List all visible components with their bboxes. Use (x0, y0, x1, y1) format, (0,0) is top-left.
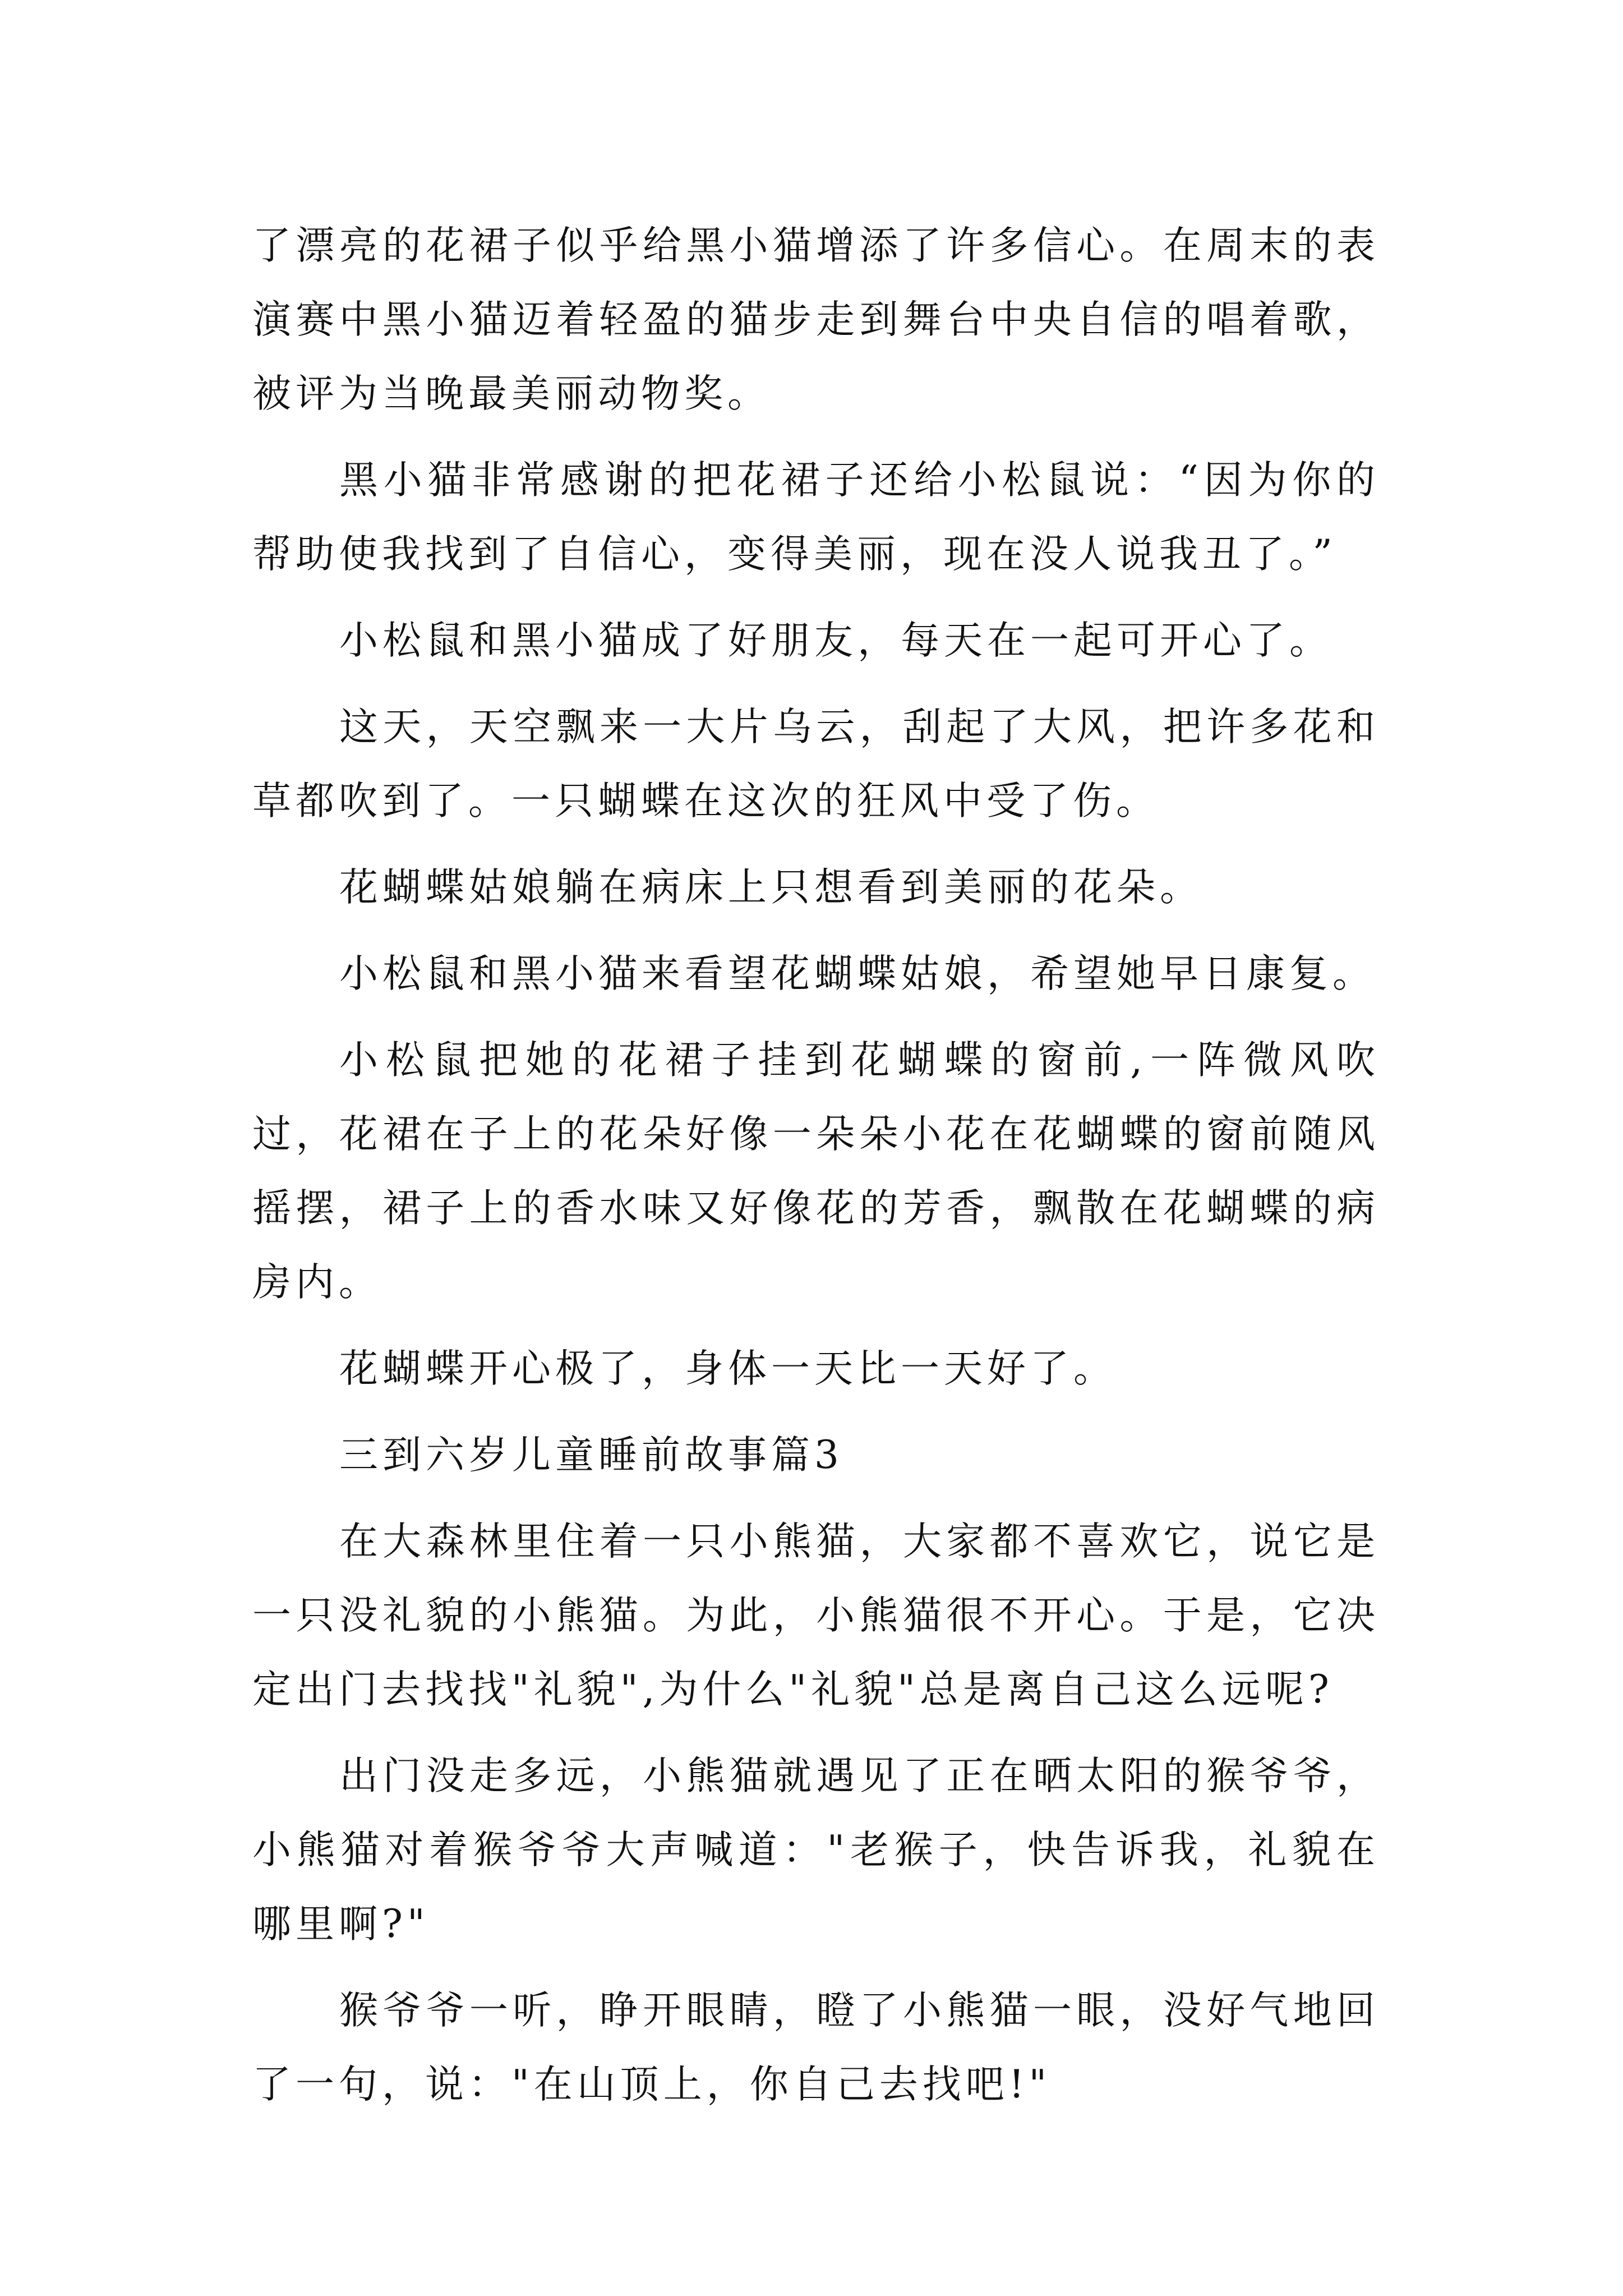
paragraph: 猴爷爷一听，睁开眼睛，瞪了小熊猫一眼，没好气地回了一句，说："在山顶上，你自己去找吧!" (252, 1988, 1380, 2107)
paragraph: 在大森林里住着一只小熊猫，大家都不喜欢它，说它是一只没礼貌的小熊猫。为此，小熊猫很不开心。于是，它决定出门去找找"礼貌",为什么"礼貌"总是离自己这么远呢? (252, 1519, 1380, 1712)
paragraph: 小松鼠把她的花裙子挂到花蝴蝶的窗前,一阵微风吹过，花裙在子上的花朵好像一朵朵小花在花蝴蝶的窗前随风摇摆，裙子上的香水味又好像花的芳香，飘散在花蝴蝶的病房内。 (252, 1038, 1380, 1305)
paragraph: 小松鼠和黑小猫成了好朋友，每天在一起可开心了。 (339, 618, 1332, 663)
paragraph: 黑小猫非常感谢的把花裙子还给小松鼠说：“因为你的帮助使我找到了自信心，变得美丽，现在没人说我丑了。” (252, 458, 1380, 577)
section-heading: 三到六岁儿童睡前故事篇3 (339, 1433, 843, 1478)
paragraph: 花蝴蝶开心极了，身体一天比一天好了。 (339, 1346, 1117, 1391)
paragraph: 花蝴蝶姑娘躺在病床上只想看到美丽的花朵。 (339, 865, 1203, 910)
paragraph: 出门没走多远，小熊猫就遇见了正在晒太阳的猴爷爷，小熊猫对着猴爷爷大声喊道："老猴子，快告诉我，礼貌在哪里啊?" (252, 1754, 1380, 1947)
paragraph: 这天，天空飘来一大片乌云，刮起了大风，把许多花和草都吹到了。一只蝴蝶在这次的狂风中受了伤。 (252, 705, 1380, 823)
document-body (252, 209, 1380, 2122)
paragraph: 了漂亮的花裙子似乎给黑小猫增添了许多信心。在周末的表演赛中黑小猫迈着轻盈的猫步走到舞台中央自信的唱着歌，被评为当晚最美丽动物奖。 (252, 223, 1380, 416)
paragraph: 小松鼠和黑小猫来看望花蝴蝶姑娘，希望她早日康复。 (339, 951, 1376, 996)
